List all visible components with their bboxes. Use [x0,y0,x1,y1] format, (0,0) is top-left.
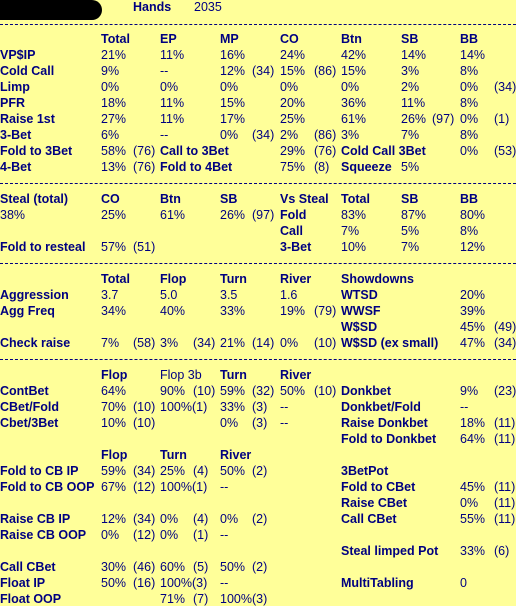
cbet-label: Float OOP [0,592,62,606]
cbet-value: 45% [460,480,486,494]
preflop-value: 11% [401,96,426,110]
steal-label: Fold [280,208,307,222]
steal-label: Vs Steal [280,192,329,206]
preflop-label: BB [460,32,479,46]
preflop-label: Call to 3Bet [160,144,229,158]
preflop-value: 36% [341,96,367,110]
preflop-value: 6% [101,128,120,142]
postflop-value: 33% [220,304,246,318]
preflop-label: Btn [341,32,362,46]
cbet-label: Donkbet [341,384,391,398]
section-divider [0,183,516,184]
cbet-value: (10) [133,416,156,430]
cbet-value: (12) [133,528,156,542]
steal-value: (51) [133,240,156,254]
postflop-value: 5.0 [160,288,178,302]
preflop-value: 18% [101,96,127,110]
steal-label: Btn [160,192,181,206]
cbet-label: Raise CB OOP [0,528,87,542]
cbet-value: 64% [460,432,486,446]
cbet-value: 100%(3) [160,576,208,590]
cbet-label: Float IP [0,576,46,590]
preflop-value: 25% [280,112,306,126]
cbet-label: Raise CB IP [0,512,71,526]
steal-value: 83% [341,208,367,222]
cbet-label: 3BetPot [341,464,389,478]
preflop-value: 20% [280,96,306,110]
cbet-value: 55% [460,512,486,526]
preflop-value: 9% [101,64,120,78]
preflop-value: (34) [494,80,516,94]
preflop-value: 75% [280,160,306,174]
header-label: Hands [133,0,172,14]
postflop-label: River [280,272,312,286]
steal-value: 7% [401,240,420,254]
preflop-value: 58% [101,144,127,158]
header-value: 2035 [194,0,222,14]
preflop-value: 42% [341,48,367,62]
cbet-value: (12) [133,480,156,494]
cbet-label: CBet/Fold [0,400,60,414]
cbet-value: (5) [193,560,209,574]
preflop-label: Fold to 3Bet [0,144,73,158]
steal-value: 12% [460,240,486,254]
preflop-value: (76) [314,144,337,158]
preflop-value: 7% [401,128,420,142]
cbet-value: (10) [314,384,337,398]
cbet-value: (2) [252,560,268,574]
cbet-value: (11) [494,480,516,494]
postflop-label: Turn [220,272,247,286]
postflop-value: 3% [160,336,179,350]
postflop-value: (34) [193,336,216,350]
preflop-label: 4-Bet [0,160,32,174]
section-divider [0,24,516,25]
postflop-label: Agg Freq [0,304,55,318]
cbet-label: Fold to CBet [341,480,416,494]
cbet-value: (11) [494,512,516,526]
postflop-value: 21% [220,336,246,350]
cbet-value: (4) [193,512,209,526]
postflop-value: 7% [101,336,120,350]
cbet-value: -- [220,528,229,542]
postflop-value: 45% [460,320,486,334]
preflop-value: 0% [220,80,239,94]
cbet-value: 50% [280,384,306,398]
postflop-value: 20% [460,288,486,302]
preflop-value: 11% [160,96,185,110]
preflop-value: (76) [133,160,156,174]
preflop-value: 0% [460,80,479,94]
steal-value: 10% [341,240,367,254]
postflop-value: (10) [314,336,337,350]
cbet-label: Raise Donkbet [341,416,428,430]
steal-value: 87% [401,208,427,222]
steal-value: 80% [460,208,486,222]
postflop-value: (79) [314,304,337,318]
preflop-value: 12% [220,64,246,78]
steal-label: SB [401,192,419,206]
postflop-label: WTSD [341,288,378,302]
steal-label: 3-Bet [280,240,312,254]
preflop-value: 0% [341,80,360,94]
preflop-label: Cold Call 3Bet [341,144,426,158]
cbet-value: (34) [133,464,156,478]
cbet-value: (16) [133,576,156,590]
cbet-value: (6) [494,544,510,558]
preflop-label: MP [220,32,239,46]
postflop-label: Aggression [0,288,69,302]
preflop-value: 61% [341,112,367,126]
cbet-value: 90% [160,384,186,398]
postflop-value: 3.7 [101,288,119,302]
cbet-value: 0% [160,528,179,542]
section-divider [0,263,516,264]
cbet-value: 100%(3) [220,592,268,606]
postflop-value: (14) [252,336,275,350]
preflop-value: 8% [460,64,479,78]
preflop-value: 2% [401,80,420,94]
cbet-value: (2) [252,512,268,526]
cbet-value: 25% [160,464,186,478]
cbet-value: 9% [460,384,479,398]
cbet-value: 50% [101,576,127,590]
cbet-value: 18% [460,416,486,430]
steal-value: 7% [341,224,360,238]
cbet-value: (11) [494,416,516,430]
preflop-value: 0% [460,112,479,126]
preflop-label: Fold to 4Bet [160,160,233,174]
cbet-value: 60% [160,560,186,574]
preflop-value: 8% [460,96,479,110]
steal-value: 8% [460,224,479,238]
cbet-value: Flop 3b [160,368,202,382]
cbet-label: Call CBet [341,512,397,526]
cbet-value: 0% [460,496,479,510]
preflop-label: 3-Bet [0,128,32,142]
preflop-value: (8) [314,160,330,174]
redacted-player-name [0,0,102,20]
cbet-label: Turn [160,448,187,462]
preflop-value: 15% [280,64,306,78]
steal-value: 38% [0,208,26,222]
cbet-value: (1) [193,528,209,542]
preflop-value: 2% [280,128,299,142]
preflop-label: VP$IP [0,48,36,62]
preflop-label: Total [101,32,130,46]
preflop-label: Squeeze [341,160,392,174]
cbet-value: 10% [101,416,127,430]
cbet-label: Call CBet [0,560,56,574]
cbet-value: 70% [101,400,127,414]
cbet-value: -- [460,400,469,414]
cbet-value: 12% [101,512,127,526]
cbet-value: 0% [220,416,239,430]
postflop-label: WWSF [341,304,381,318]
cbet-label: Cbet/3Bet [0,416,59,430]
cbet-label: Fold to Donkbet [341,432,437,446]
cbet-value: (32) [252,384,275,398]
steal-value: 25% [101,208,127,222]
preflop-label: Limp [0,80,30,94]
postflop-value: (49) [494,320,516,334]
steal-label: BB [460,192,479,206]
preflop-value: (86) [314,128,337,142]
cbet-value: 33% [220,400,246,414]
cbet-value: 33% [460,544,486,558]
cbet-value: -- [280,400,289,414]
cbet-label: MultiTabling [341,576,414,590]
steal-label: Call [280,224,303,238]
steal-label: Fold to resteal [0,240,86,254]
postflop-value: 1.6 [280,288,298,302]
preflop-value: (1) [494,112,510,126]
cbet-label: Turn [220,368,247,382]
preflop-label: Cold Call [0,64,55,78]
cbet-value: 30% [101,560,127,574]
cbet-value: 0% [220,512,239,526]
cbet-value: (34) [133,512,156,526]
cbet-value: -- [220,576,229,590]
steal-label: SB [220,192,238,206]
cbet-label: Raise CBet [341,496,407,510]
cbet-label: Fold to CB IP [0,464,79,478]
preflop-value: 0% [160,80,179,94]
cbet-value: 50% [220,464,246,478]
cbet-value: (11) [494,496,516,510]
postflop-label: Total [101,272,130,286]
cbet-value: -- [280,416,289,430]
preflop-value: (76) [133,144,156,158]
cbet-value: 0% [160,512,179,526]
preflop-value: -- [160,128,169,142]
steal-label: Steal (total) [0,192,69,206]
preflop-value: (97) [432,112,455,126]
postflop-label: W$SD [341,320,378,334]
preflop-value: (34) [252,64,275,78]
preflop-value: (53) [494,144,516,158]
cbet-label: River [280,368,312,382]
cbet-value: (3) [252,400,268,414]
postflop-label: Check raise [0,336,71,350]
postflop-value: 34% [101,304,127,318]
postflop-value: 47% [460,336,486,350]
cbet-value: 67% [101,480,127,494]
cbet-value: 59% [220,384,246,398]
cbet-value: (11) [494,432,516,446]
preflop-value: 17% [220,112,246,126]
steal-value: 57% [101,240,127,254]
cbet-label: River [220,448,252,462]
cbet-value: 71% [160,592,186,606]
cbet-value: (23) [494,384,516,398]
cbet-value: 50% [220,560,246,574]
preflop-value: 15% [220,96,246,110]
postflop-value: 3.5 [220,288,238,302]
preflop-label: SB [401,32,419,46]
preflop-label: EP [160,32,177,46]
preflop-value: 0% [280,80,299,94]
steal-value: (97) [252,208,275,222]
preflop-label: Raise 1st [0,112,55,126]
postflop-value: 40% [160,304,186,318]
preflop-label: PFR [0,96,25,110]
preflop-value: 29% [280,144,306,158]
cbet-value: 64% [101,384,127,398]
preflop-value: -- [160,64,169,78]
preflop-value: 14% [401,48,427,62]
cbet-value: 0% [101,528,120,542]
preflop-value: 16% [220,48,246,62]
cbet-value: (46) [133,560,156,574]
cbet-value: 100%(1) [160,480,208,494]
preflop-value: 14% [460,48,486,62]
postflop-value: (58) [133,336,156,350]
postflop-value: (34) [494,336,516,350]
cbet-value: (4) [193,464,209,478]
preflop-value: 3% [401,64,420,78]
preflop-value: (34) [252,128,275,142]
preflop-value: 5% [401,160,420,174]
steal-value: 26% [220,208,246,222]
cbet-value: (2) [252,464,268,478]
cbet-label: Flop [101,368,128,382]
postflop-value: 0% [280,336,299,350]
cbet-label: Flop [101,448,128,462]
preflop-value: 27% [101,112,127,126]
cbet-value: 0 [460,576,467,590]
postflop-value: 19% [280,304,306,318]
preflop-value: 0% [220,128,239,142]
preflop-value: 26% [401,112,427,126]
cbet-value: (3) [252,416,268,430]
steal-label: Total [341,192,370,206]
steal-value: 61% [160,208,186,222]
cbet-value: (10) [193,384,216,398]
postflop-label: W$SD (ex small) [341,336,439,350]
preflop-value: 11% [160,112,185,126]
cbet-value: (7) [193,592,209,606]
preflop-value: 13% [101,160,127,174]
cbet-value: 100%(1) [160,400,208,414]
preflop-value: 0% [101,80,120,94]
preflop-label: CO [280,32,299,46]
cbet-value: 59% [101,464,127,478]
cbet-label: Fold to CB OOP [0,480,95,494]
steal-label: CO [101,192,120,206]
preflop-value: 3% [341,128,360,142]
cbet-label: Steal limped Pot [341,544,439,558]
postflop-label: Flop [160,272,187,286]
postflop-value: 39% [460,304,486,318]
preflop-value: 21% [101,48,127,62]
preflop-value: (86) [314,64,337,78]
cbet-label: Donkbet/Fold [341,400,421,414]
steal-value: 5% [401,224,420,238]
postflop-label: Showdowns [341,272,414,286]
cbet-value: -- [220,480,229,494]
cbet-value: (10) [133,400,156,414]
preflop-value: 11% [160,48,185,62]
preflop-value: 8% [460,128,479,142]
preflop-value: 0% [460,144,479,158]
cbet-label: ContBet [0,384,49,398]
preflop-value: 24% [280,48,306,62]
preflop-value: 15% [341,64,367,78]
section-divider [0,359,516,360]
